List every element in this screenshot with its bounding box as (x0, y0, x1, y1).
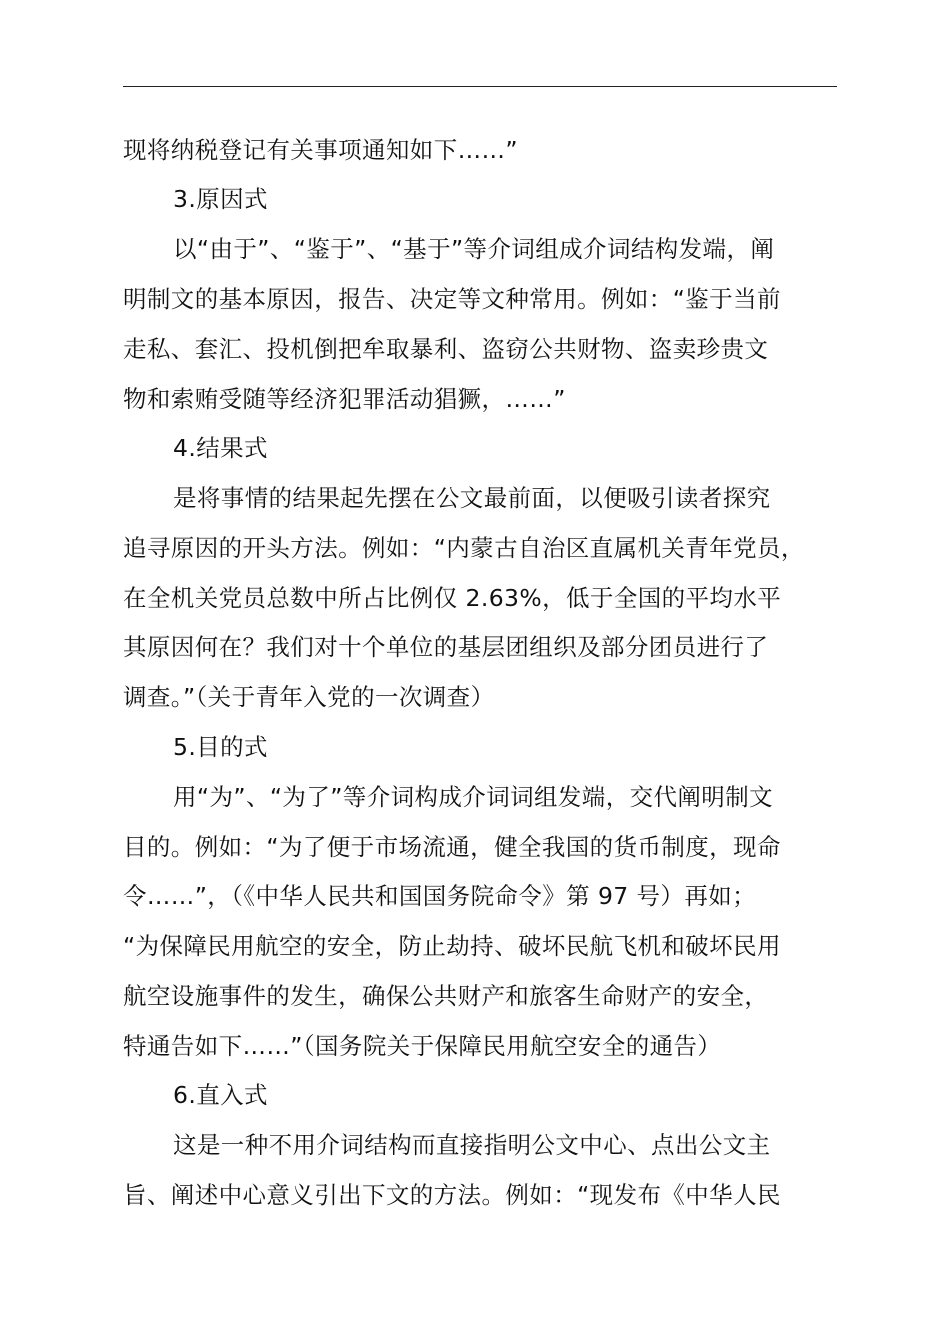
text-line: 追寻原因的开头方法。例如：“内蒙古自治区直属机关青年党员， (123, 534, 805, 562)
text-line: 明制文的基本原因，报告、决定等文种常用。例如：“鉴于当前 (123, 285, 781, 313)
text-line: 旨、阐述中心意义引出下文的方法。例如：“现发布《中华人民 (123, 1181, 781, 1209)
section-heading-3: 3.原因式 (173, 185, 268, 213)
text-line: 走私、套汇、投机倒把牟取暴利、盗窃公共财物、盗卖珍贵文 (123, 335, 769, 363)
text-line: 以“由于”、“鉴于”、“基于”等介词组成介词结构发端，阐 (173, 235, 775, 263)
text-line: 物和索贿受随等经济犯罪活动猖獗，……” (123, 385, 566, 413)
text-line: 目的。例如：“为了便于市场流通，健全我国的货币制度，现命 (123, 833, 781, 861)
text-line: “为保障民用航空的安全，防止劫持、破坏民航飞机和破坏民用 (123, 932, 781, 960)
text-line: 航空设施事件的发生，确保公共财产和旅客生命财产的安全， (123, 982, 769, 1010)
text-line: 特通告如下……”（国务院关于保障民用航空安全的通告） (123, 1032, 722, 1060)
text-line: 是将事情的结果起先摆在公文最前面，以便吸引读者探究 (173, 484, 771, 512)
section-heading-6: 6.直入式 (173, 1081, 268, 1109)
text-line: 在全机关党员总数中所占比例仅 2.63%，低于全国的平均水平 (123, 584, 782, 612)
text-line: 用“为”、“为了”等介词构成介词词组发端，交代阐明制文 (173, 783, 773, 811)
text-line: 调查。”（关于青年入党的一次调查） (123, 683, 495, 711)
section-heading-4: 4.结果式 (173, 434, 268, 462)
section-heading-5: 5.目的式 (173, 733, 268, 761)
text-line: 这是一种不用介词结构而直接指明公文中心、点出公文主 (173, 1131, 771, 1159)
text-line: 令……”，（《中华人民共和国国务院命令》第 97 号）再如； (123, 882, 757, 910)
text-line: 现将纳税登记有关事项通知如下……” (123, 136, 518, 164)
text-line: 其原因何在？我们对十个单位的基层团组织及部分团员进行了 (123, 633, 769, 661)
header-rule (123, 86, 837, 87)
